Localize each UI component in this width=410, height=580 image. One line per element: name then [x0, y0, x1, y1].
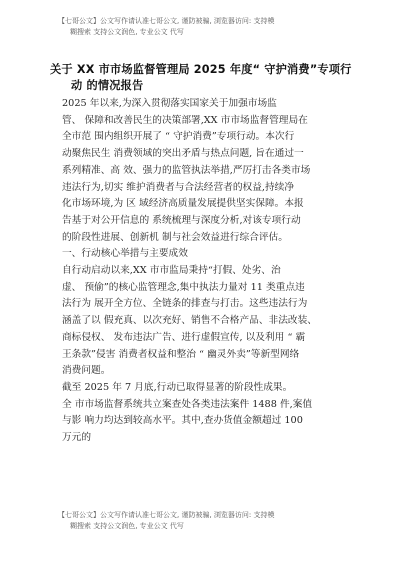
body-line: 涵盖了以 假充真、以次充好、销售不合格产品、非法改装、 — [62, 315, 317, 327]
page-header — [58, 16, 358, 38]
section-heading: 一、行动核心举措与主要成效 — [62, 248, 188, 260]
body-line: 违法行为,切实 维护消费者与合法经营者的权益,持续净 — [62, 181, 295, 193]
body-line: 系列精准、高 效、强力的监管执法举措,严厉打击各类市场 — [62, 164, 311, 176]
footer-line: 糊搜索 支持公文润色, 专业公文 代写 — [70, 522, 184, 530]
footer-line: 【七哥公文】公文写作请认准七哥公文, 谨防被骗, 浏览器访问: 支持模 — [58, 511, 275, 519]
page-footer — [58, 510, 358, 532]
title-line: 关于 XX 市市场监督管理局 2025 年度“ 守护消费”专项行 — [50, 63, 352, 76]
body-line: 的阶段性进展、创新机 制与社会效益进行综合评估。 — [62, 231, 288, 243]
body-line: 虚、 预偷”的核心监管理念,集中执法力量对 11 类重点违 — [62, 281, 305, 293]
document-title — [50, 62, 362, 94]
body-line: 告基于对公开信息的 系统梳理与深度分析,对该专项行动 — [62, 214, 301, 226]
body-line: 万元的 — [62, 432, 92, 444]
header-line: 糊搜索 支持公文润色, 专业公文 代写 — [70, 28, 184, 36]
body-line: 截至 2025 年 7 月底,行动已取得显著的阶段性成果。 — [62, 381, 293, 393]
title-line: 动 的情况报告 — [71, 79, 144, 92]
body-line: 消费问题。 — [62, 365, 111, 377]
header-line: 【七哥公文】公文写作请认准七哥公文, 谨防被骗, 浏览器访问: 支持模 — [58, 17, 275, 25]
body-line: 管、 保障和改善民生的决策部署,XX 市市场监督管理局在 — [62, 114, 308, 126]
body-line: 动聚焦民生 消费领域的突出矛盾与热点问题, 旨在通过一 — [62, 148, 304, 160]
body-line: 法行为 展开全方位、全链条的排查与打击。这些违法行为 — [62, 298, 308, 310]
body-line: 商标侵权、 发布违法广告、进行虚假宣传, 以及利用 “ 霸 — [62, 331, 306, 343]
document-body — [62, 96, 352, 447]
body-line: 全市范 围内组织开展了 “ 守护消费”专项行动。本次行 — [62, 131, 295, 143]
body-line: 与影 响力均达到较高水平。其中,查办货值金额超过 100 — [62, 415, 303, 427]
body-line: 全 市市场监督系统共立案查处各类违法案件 1488 件,案值 — [62, 398, 313, 410]
body-line: 自行动启动以来,XX 市市监局秉持“打假、处劣、治 — [62, 265, 281, 277]
body-line: 2025 年以来,为深入贯彻落实国家关于加强市场监 — [62, 98, 277, 109]
body-line: 化市场环境,为 区 域经济高质量发展提供坚实保障。本报 — [62, 198, 304, 210]
body-line: 王条款”侵害 消费者权益和整治 “ 幽灵外卖”等新型网络 — [62, 348, 300, 360]
